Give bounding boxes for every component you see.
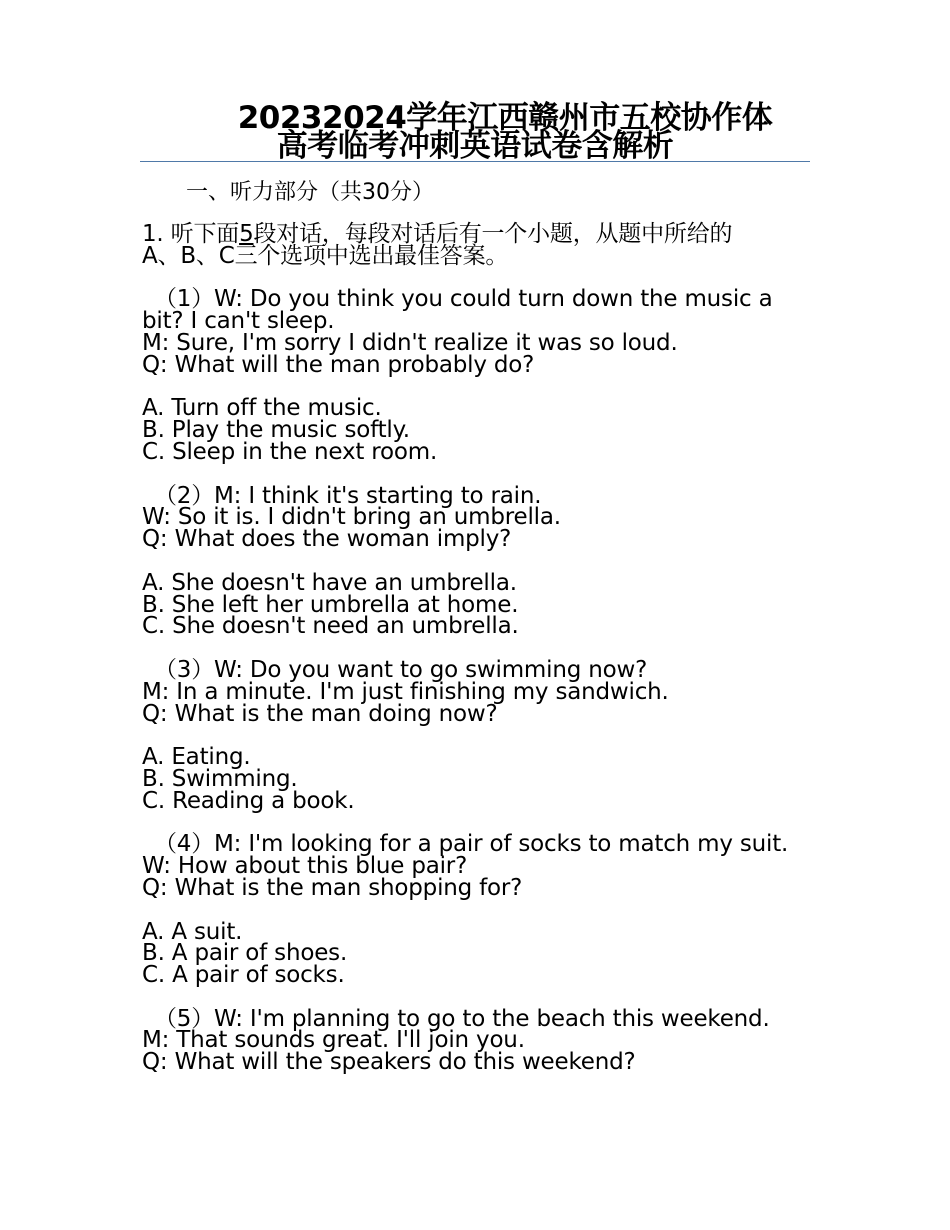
- question-prompt: Q: What is the man shopping for?: [142, 874, 523, 901]
- answer-options: [142, 918, 822, 989]
- question-prompt: Q: What will the speakers do this weekend?: [142, 1049, 636, 1076]
- document-body: [142, 221, 822, 1076]
- answer-options: [142, 744, 822, 814]
- answer-option: B. Swimming.: [142, 765, 298, 792]
- instruction-rest-1: 段对话，每段对话后有一个小题，从题中所给的: [253, 221, 733, 247]
- question-block: [142, 656, 822, 727]
- answer-option: A. She doesn't have an umbrella.: [142, 569, 517, 596]
- answer-option: B. A pair of shoes.: [142, 940, 348, 967]
- question-dialogue-start: （5）W: I'm planning to go to the beach this weekend.: [154, 1005, 770, 1032]
- question-dialogue-start: （2）M: I think it's starting to rain.: [154, 482, 542, 509]
- answer-option: A. A suit.: [142, 918, 243, 945]
- answer-option: C. She doesn't need an umbrella.: [142, 613, 519, 640]
- answer-option: A. Eating.: [142, 744, 251, 771]
- title-underline-rule: [140, 161, 810, 162]
- paragraph-gap: [142, 900, 822, 922]
- section-heading: 一、听力部分（共30分）: [186, 180, 434, 205]
- questions-list: [142, 268, 822, 1074]
- question-dialogue-line: W: How about this blue pair?: [142, 853, 468, 880]
- question-block: [142, 831, 822, 901]
- question-dialogue-start: （3）W: Do you want to go swimming now?: [154, 656, 648, 683]
- question-dialogue-line: M: Sure, I'm sorry I didn't realize it was so loud.: [142, 329, 678, 356]
- instruction-prefix: 1. 听下面: [142, 221, 240, 247]
- question-dialogue-start: （4）M: I'm looking for a pair of socks to match my suit.: [154, 831, 789, 858]
- answer-option: B. She left her umbrella at home.: [142, 591, 519, 618]
- document-title: [140, 100, 810, 164]
- instruction-number: 5: [239, 221, 254, 247]
- question-dialogue-line: bit? I can't sleep.: [142, 308, 335, 335]
- answer-option: A. Turn off the music.: [142, 395, 382, 422]
- answer-option: C. Reading a book.: [142, 787, 355, 814]
- answer-options: [142, 395, 822, 465]
- answer-option: C. Sleep in the next room.: [142, 438, 438, 465]
- question-block: [142, 1005, 822, 1076]
- question-prompt: Q: What is the man doing now?: [142, 700, 498, 727]
- title-line-1: 20232024学年江西赣州市五校协作体: [237, 100, 773, 136]
- question-dialogue-line: M: In a minute. I'm just finishing my sandwich.: [142, 678, 669, 705]
- title-line-2: 高考临考冲刺英语试卷含解析: [276, 128, 674, 164]
- question-dialogue-start: （1）W: Do you think you could turn down the music a: [154, 286, 773, 313]
- answer-option: C. A pair of socks.: [142, 962, 345, 989]
- question-block: [142, 286, 822, 378]
- question-dialogue-line: W: So it is. I didn't bring an umbrella.: [142, 504, 561, 531]
- answer-option: B. Play the music softly.: [142, 417, 410, 444]
- answer-options: [142, 569, 822, 640]
- question-block: [142, 482, 822, 553]
- instruction-line-2: A、B、C三个选项中选出最佳答案。: [142, 242, 509, 269]
- question-prompt: Q: What will the man probably do?: [142, 351, 535, 378]
- question-prompt: Q: What does the woman imply?: [142, 526, 512, 553]
- question-dialogue-line: M: That sounds great. I'll join you.: [142, 1027, 525, 1054]
